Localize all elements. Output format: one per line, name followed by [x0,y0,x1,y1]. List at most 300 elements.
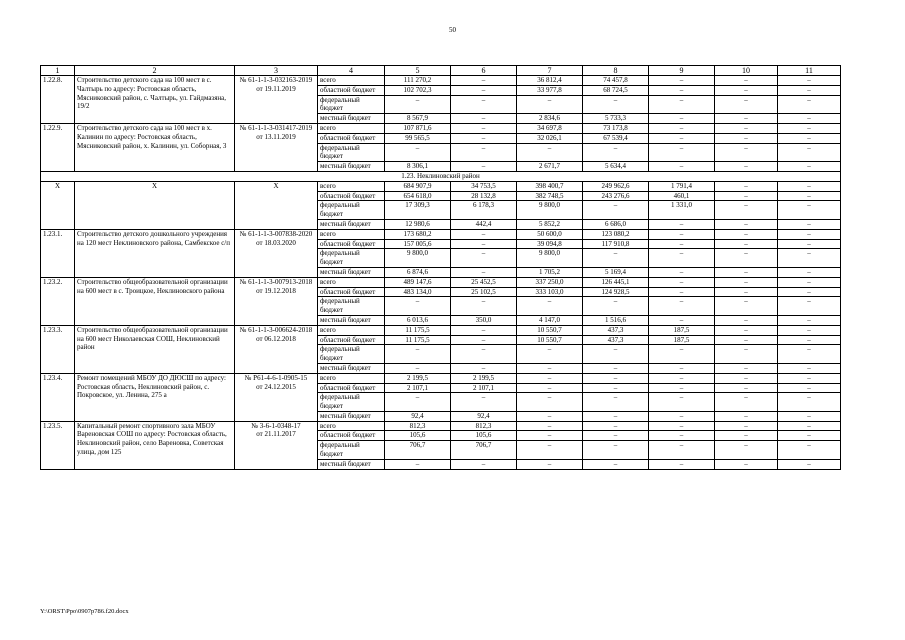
amount-cell: – [517,421,583,431]
amount-cell: 67 539,4 [583,133,649,143]
funding-source: федеральный бюджет [318,393,385,412]
document-line: от 19.11.2019 [256,84,296,93]
amount-cell: – [778,114,841,124]
amount-cell: 105,6 [451,431,517,441]
amount-cell: – [715,85,778,95]
amount-cell: – [649,229,715,239]
amount-cell: – [778,383,841,393]
amount-cell: 460,1 [649,191,715,201]
amount-cell: 33 977,8 [517,85,583,95]
amount-cell: 124 928,5 [583,287,649,297]
table-row [41,277,841,287]
amount-cell: 11 175,5 [385,335,451,345]
amount-cell: 68 724,5 [583,85,649,95]
amount-cell: 36 812,4 [517,76,583,86]
header-cell: 3 [235,66,318,76]
amount-cell: 25 102,5 [451,287,517,297]
amount-cell: 99 565,5 [385,133,451,143]
amount-cell: – [649,393,715,412]
amount-cell: – [451,229,517,239]
funding-source: федеральный бюджет [318,345,385,364]
amount-cell: – [778,363,841,373]
table-row [41,76,841,86]
document-reference [235,277,318,325]
amount-cell: – [778,325,841,335]
document-reference [235,325,318,373]
amount-cell: – [583,95,649,114]
amount-cell: 157 005,6 [385,239,451,249]
amount-cell: 50 600,0 [517,229,583,239]
amount-cell: – [715,143,778,162]
amount-cell: 102 702,3 [385,85,451,95]
amount-cell: – [517,95,583,114]
amount-cell: – [715,383,778,393]
funding-source: федеральный бюджет [318,249,385,268]
amount-cell: – [649,459,715,469]
page-number: 50 [449,26,456,34]
amount-cell: – [451,114,517,124]
amount-cell: – [451,325,517,335]
amount-cell: 8 306,1 [385,162,451,172]
amount-cell: – [517,441,583,460]
amount-cell: 6 178,3 [451,201,517,220]
amount-cell: – [649,114,715,124]
amount-cell: – [778,191,841,201]
amount-cell: – [517,363,583,373]
amount-cell: 123 080,2 [583,229,649,239]
amount-cell: – [451,335,517,345]
funding-source: местный бюджет [318,363,385,373]
document-line: № 61-1-1-3-007838-2020 [239,229,313,238]
funding-source: всего [318,325,385,335]
header-cell: 11 [778,66,841,76]
amount-cell: – [715,287,778,297]
amount-cell: 25 452,5 [451,277,517,287]
item-name: Строительство общеобразовательной организации на 600 мест Николаевская СОШ, Неклиновский район [75,325,235,373]
document-line: № 61-1-1-3-032163-2019 [239,76,313,84]
item-number: 1.22.9. [41,123,75,171]
funding-source: областной бюджет [318,85,385,95]
table-row [41,181,841,191]
amount-cell: 8 567,9 [385,114,451,124]
amount-cell: – [649,85,715,95]
item-number: 1.23.3. [41,325,75,373]
amount-cell: 812,3 [451,421,517,431]
amount-cell: – [778,297,841,316]
amount-cell: – [649,363,715,373]
header-cell: 7 [517,66,583,76]
funding-source: областной бюджет [318,383,385,393]
document-line: № 3-6-1-0348-17 [251,421,301,430]
amount-cell: 11 175,5 [385,325,451,335]
amount-cell: 437,3 [583,325,649,335]
amount-cell: – [649,431,715,441]
item-name: Строительство детского дошкольного учреждения на 120 мест Неклиновского района, Самбекское с/п [75,229,235,277]
amount-cell: – [649,95,715,114]
amount-cell: – [385,143,451,162]
amount-cell: 32 026,1 [517,133,583,143]
amount-cell: – [385,393,451,412]
amount-cell: – [715,335,778,345]
amount-cell: – [649,219,715,229]
amount-cell: – [451,85,517,95]
amount-cell: – [715,249,778,268]
amount-cell: – [649,287,715,297]
amount-cell: – [649,162,715,172]
amount-cell: – [451,239,517,249]
item-name: Строительство детского сада на 100 мест в х. Калинин по адресу: Ростовская область, Мясниковский район, х. Калинин, ул. Соборная, 3 [75,123,235,171]
amount-cell: 489 147,6 [385,277,451,287]
amount-cell: 10 550,7 [517,325,583,335]
funding-source: местный бюджет [318,114,385,124]
amount-cell: 706,7 [385,441,451,460]
amount-cell: 333 103,0 [517,287,583,297]
document-line: № Р61-4-6-1-0905-15 [244,373,308,382]
funding-source: федеральный бюджет [318,297,385,316]
amount-cell: 1 791,4 [649,181,715,191]
amount-cell: – [778,287,841,297]
amount-cell: 6 874,6 [385,267,451,277]
amount-cell: – [778,373,841,383]
amount-cell: – [778,345,841,364]
amount-cell: – [451,363,517,373]
amount-cell: – [649,345,715,364]
amount-cell: – [778,95,841,114]
amount-cell: – [451,297,517,316]
amount-cell: – [778,459,841,469]
funding-source: местный бюджет [318,162,385,172]
amount-cell: 187,5 [649,335,715,345]
amount-cell: – [715,201,778,220]
document-line: от 06.12.2018 [256,334,296,343]
amount-cell: – [778,219,841,229]
amount-cell: 5 733,3 [583,114,649,124]
amount-cell: – [715,277,778,287]
funding-source: местный бюджет [318,459,385,469]
amount-cell: – [778,315,841,325]
item-number: Х [41,181,75,229]
amount-cell: – [715,441,778,460]
amount-cell: – [715,267,778,277]
amount-cell: – [778,133,841,143]
amount-cell: – [715,229,778,239]
amount-cell: – [517,143,583,162]
document-line: от 24.12.2015 [256,382,296,391]
amount-cell: – [583,441,649,460]
document-reference [235,181,318,229]
document-reference [235,76,318,124]
amount-cell: – [583,201,649,220]
document-line: № 61-1-1-3-031417-2019 [239,123,313,132]
amount-cell: – [451,123,517,133]
amount-cell: – [451,345,517,364]
amount-cell: – [583,459,649,469]
amount-cell: – [715,191,778,201]
document-line: № 61-1-1-3-007913-2018 [239,277,313,286]
amount-cell: 6 013,6 [385,315,451,325]
amount-cell: 1 331,0 [649,201,715,220]
amount-cell: – [778,249,841,268]
amount-cell: – [778,277,841,287]
amount-cell: – [451,249,517,268]
amount-cell: – [715,133,778,143]
amount-cell: 111 270,2 [385,76,451,86]
funding-source: всего [318,76,385,86]
amount-cell: 74 457,8 [583,76,649,86]
amount-cell: – [451,267,517,277]
item-number: 1.23.5. [41,421,75,469]
item-name: Ремонт помещений МБОУ ДО ДЮСШ по адресу: Ростовская область, Неклиновский район, с. Покровское, ул. Ленина, 275 а [75,373,235,421]
amount-cell: – [649,143,715,162]
document-reference [235,123,318,171]
document-reference [235,229,318,277]
amount-cell: 437,3 [583,335,649,345]
amount-cell: – [385,297,451,316]
amount-cell: 350,0 [451,315,517,325]
amount-cell: – [778,421,841,431]
amount-cell: – [517,459,583,469]
document-line: Х [273,181,279,190]
amount-cell: – [715,345,778,364]
amount-cell: – [517,393,583,412]
funding-source: федеральный бюджет [318,201,385,220]
table-row [41,373,841,383]
amount-cell: 706,7 [451,441,517,460]
amount-cell: – [517,411,583,421]
amount-cell: – [583,373,649,383]
amount-cell: – [715,459,778,469]
amount-cell: – [778,267,841,277]
amount-cell: 92,4 [451,411,517,421]
amount-cell: – [517,345,583,364]
amount-cell: 34 753,5 [451,181,517,191]
amount-cell: – [451,95,517,114]
section-title: 1.23. Неклиновский район [41,171,841,181]
amount-cell: – [583,297,649,316]
amount-cell: – [583,383,649,393]
amount-cell: – [715,393,778,412]
header-cell: 4 [318,66,385,76]
item-name: Х [75,181,235,229]
header-cell: 2 [75,66,235,76]
amount-cell: – [649,76,715,86]
amount-cell: 5 852,2 [517,219,583,229]
amount-cell: – [715,95,778,114]
file-path-footer: Y:\ORST\Ppo\0907p786.f20.docx [40,608,129,615]
amount-cell: – [451,133,517,143]
amount-cell: – [715,373,778,383]
funding-source: всего [318,229,385,239]
header-cell: 6 [451,66,517,76]
funding-source: областной бюджет [318,191,385,201]
funding-source: местный бюджет [318,315,385,325]
header-cell: 5 [385,66,451,76]
amount-cell: – [715,162,778,172]
item-name: Строительство детского сада на 100 мест в с. Чалтырь по адресу: Ростовская область, Мясниковский район, с. Чалтырь, ул. Гайдмазяна, 19/2 [75,76,235,124]
funding-source: федеральный бюджет [318,95,385,114]
amount-cell: – [649,315,715,325]
amount-cell: 382 748,5 [517,191,583,201]
document-reference [235,421,318,469]
amount-cell: – [778,431,841,441]
header-cell: 9 [649,66,715,76]
amount-cell: – [778,143,841,162]
amount-cell: 12 980,6 [385,219,451,229]
amount-cell: 1 705,2 [517,267,583,277]
amount-cell: – [451,143,517,162]
amount-cell: – [778,239,841,249]
funding-source: федеральный бюджет [318,441,385,460]
amount-cell: – [451,162,517,172]
header-row [41,66,841,76]
amount-cell: 6 686,0 [583,219,649,229]
amount-cell: – [715,431,778,441]
amount-cell: – [649,297,715,316]
amount-cell: – [385,95,451,114]
budget-table [40,65,841,470]
amount-cell: – [583,431,649,441]
funding-source: местный бюджет [318,411,385,421]
amount-cell: 17 309,3 [385,201,451,220]
table-row [41,229,841,239]
amount-cell: – [649,277,715,287]
amount-cell: 107 871,6 [385,123,451,133]
amount-cell: 483 134,0 [385,287,451,297]
amount-cell: – [649,383,715,393]
amount-cell: – [649,421,715,431]
header-cell: 10 [715,66,778,76]
amount-cell: 73 173,8 [583,123,649,133]
amount-cell: – [583,393,649,412]
amount-cell: – [715,411,778,421]
amount-cell: – [385,363,451,373]
amount-cell: – [583,421,649,431]
amount-cell: 92,4 [385,411,451,421]
amount-cell: – [778,335,841,345]
amount-cell: 2 671,7 [517,162,583,172]
amount-cell: 28 132,8 [451,191,517,201]
header-cell: 1 [41,66,75,76]
amount-cell: 173 680,2 [385,229,451,239]
amount-cell: – [649,123,715,133]
amount-cell: – [778,85,841,95]
amount-cell: – [649,411,715,421]
amount-cell: 9 800,0 [517,201,583,220]
amount-cell: – [778,441,841,460]
amount-cell: – [649,373,715,383]
document-reference [235,373,318,421]
funding-source: областной бюджет [318,335,385,345]
amount-cell: 126 445,1 [583,277,649,287]
amount-cell: – [778,411,841,421]
document-line: от 21.11.2017 [256,430,296,439]
document-line: от 19.12.2018 [256,286,296,295]
amount-cell: 117 910,8 [583,239,649,249]
amount-cell: – [649,267,715,277]
amount-cell: 2 834,6 [517,114,583,124]
funding-source: федеральный бюджет [318,143,385,162]
funding-source: местный бюджет [318,267,385,277]
document-line: № 61-1-1-3-006624-2018 [239,325,313,334]
amount-cell: – [583,345,649,364]
amount-cell: – [778,76,841,86]
amount-cell: – [583,249,649,268]
amount-cell: – [778,181,841,191]
funding-source: областной бюджет [318,239,385,249]
item-name: Строительство общеобразовательной организации на 600 мест в с. Троицкое, Неклиновского района [75,277,235,325]
amount-cell: – [715,181,778,191]
amount-cell: – [517,431,583,441]
amount-cell: – [778,393,841,412]
amount-cell: – [778,201,841,220]
amount-cell: – [517,297,583,316]
amount-cell: 9 800,0 [517,249,583,268]
amount-cell: 337 250,0 [517,277,583,287]
amount-cell: – [451,76,517,86]
amount-cell: 442,4 [451,219,517,229]
amount-cell: – [451,393,517,412]
amount-cell: – [583,363,649,373]
item-number: 1.23.1. [41,229,75,277]
amount-cell: – [715,325,778,335]
amount-cell: – [583,143,649,162]
amount-cell: – [649,133,715,143]
amount-cell: 243 276,6 [583,191,649,201]
amount-cell: – [649,441,715,460]
document-line: от 13.11.2019 [256,132,296,141]
amount-cell: 654 618,0 [385,191,451,201]
amount-cell: – [385,345,451,364]
amount-cell: 4 147,0 [517,315,583,325]
amount-cell: – [715,363,778,373]
amount-cell: 187,5 [649,325,715,335]
amount-cell: 398 400,7 [517,181,583,191]
funding-source: местный бюджет [318,219,385,229]
amount-cell: – [583,411,649,421]
amount-cell: – [715,421,778,431]
funding-source: всего [318,277,385,287]
amount-cell: – [715,297,778,316]
funding-source: областной бюджет [318,431,385,441]
amount-cell: 2 199,5 [451,373,517,383]
amount-cell: 105,6 [385,431,451,441]
funding-source: всего [318,421,385,431]
amount-cell: – [778,123,841,133]
amount-cell: 2 107,1 [451,383,517,393]
amount-cell: – [715,114,778,124]
amount-cell: 5 169,4 [583,267,649,277]
funding-source: всего [318,181,385,191]
header-cell: 8 [583,66,649,76]
amount-cell: – [649,249,715,268]
amount-cell: – [385,459,451,469]
amount-cell: – [778,162,841,172]
amount-cell: 39 094,8 [517,239,583,249]
amount-cell: 10 550,7 [517,335,583,345]
amount-cell: 9 800,0 [385,249,451,268]
amount-cell: – [715,219,778,229]
funding-source: всего [318,123,385,133]
amount-cell: – [649,239,715,249]
amount-cell: – [715,239,778,249]
amount-cell: – [715,315,778,325]
amount-cell: 34 697,8 [517,123,583,133]
funding-source: областной бюджет [318,287,385,297]
item-name: Капитальный ремонт спортивного зала МБОУ Вареновская СОШ по адресу: Ростовская область, Неклиновский район, село Вареновка, Советская улица, дом 125 [75,421,235,469]
amount-cell: – [778,229,841,239]
amount-cell: 2 199,5 [385,373,451,383]
funding-source: областной бюджет [318,133,385,143]
